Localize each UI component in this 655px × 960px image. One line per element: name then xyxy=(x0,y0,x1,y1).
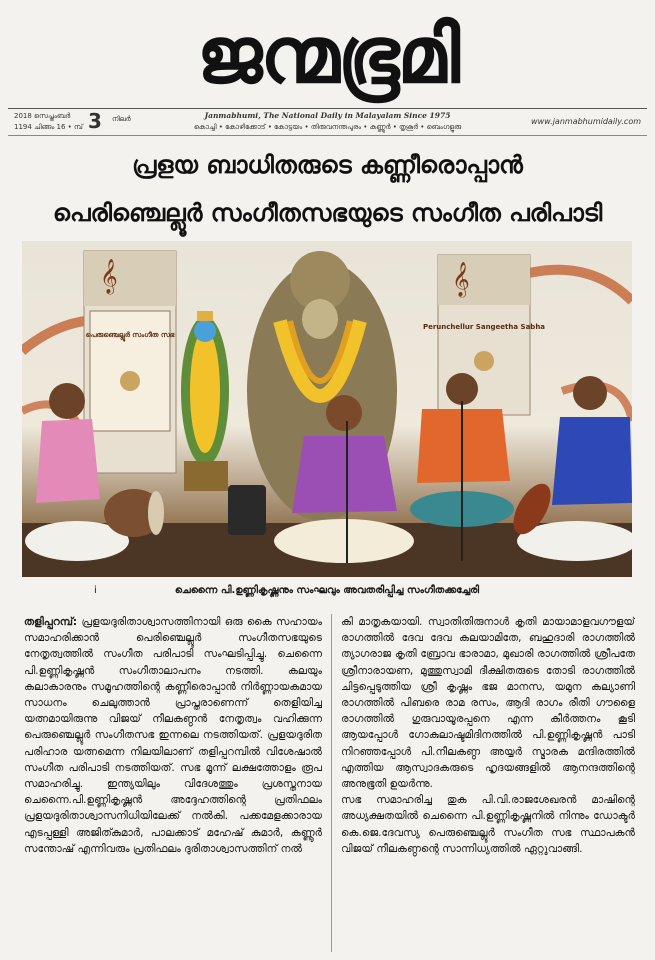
masthead xyxy=(0,0,655,112)
article-paragraph xyxy=(24,614,322,857)
krishna-idol xyxy=(181,311,229,491)
concert-photo xyxy=(22,241,632,577)
column-divider xyxy=(331,614,332,952)
concert-scene-illustration xyxy=(22,241,632,577)
newspaper-title: ജന്മഭൂമി xyxy=(196,11,459,101)
banner-label-left: പെരുഞ്ചെല്ലൂർ സംഗീത സഭ xyxy=(85,331,175,339)
article-body-col2-p2: സഭ സമാഹരിച്ച തുക പി.വി.രാജശേഖരൻ മാഷിന്റെ അധ്യക്ഷതയിൽ ചെന്നൈ പി.ഉണ്ണികൃഷ്ണനിൽ നിന്നും ഡോക്ടർ കെ.ജെ.ദേവസ്യ പെരുഞ്ചെല്ലൂർ സംഗീത സഭ സ്ഥാപകൻ വിജയ് നീലകണ്ഠന്റെ സാന്നിധ്യത്തിൽ ഏറ്റുവാങ്ങി. xyxy=(341,794,635,855)
dateline-bar xyxy=(8,108,647,136)
page-number: 3 xyxy=(88,109,102,133)
svg-text:𝄞: 𝄞 xyxy=(452,262,470,297)
article-dateline: തളിപ്പറമ്പ്: xyxy=(24,616,78,628)
photo-caption xyxy=(22,582,632,600)
headline-line-2: പെരിഞ്ചെല്ലൂർ സംഗീതസഭയുടെ സംഗീത പരിപാടി xyxy=(52,199,603,227)
page-label: നിലർ xyxy=(112,115,131,123)
svg-text:𝄞: 𝄞 xyxy=(100,259,118,294)
caption-text: ചെന്നൈ പി.ഉണ്ണികൃഷ്ണനും സംഘവും അവതരിപ്പിച്ച സംഗീതക്കച്ചേരി xyxy=(174,585,480,596)
editions-list: കൊച്ചി • കോഴിക്കോട് • കോട്ടയം • തിരുവനന്തപുരം • കണ്ണൂർ • തൃശൂർ • ബെംഗളൂരു xyxy=(193,123,462,131)
equipment-bag xyxy=(228,485,266,535)
article-body-col2-p1: കി മാതൃകയായി. സ്വാതിതിരുനാൾ കൃതി മായാമാളവഗൗളയ് രാഗത്തിൽ ദേവ ദേവ കലയാമിതേ, ബഹുദാരി രാഗത്തിൽ ത്യാഗരാജ കൃതി ബ്രോവ ഭാരാമാ, മുഖാരി രാഗത്തിൽ ശ്രീപതേ ശ്രീനാരായണ, മുത്തുസ്വാമി ദീക്ഷിതരുടെ തോടി രാഗത്തിൽ ചിട്ടപ്പെടുത്തിയ ശ്രീ കൃഷ്ണം ഭജ മാനസ, യമുന കല്യാണി രാഗത്തിൽ പിബരെ രാമ രസം, ആദി രാഗം രീതി ഗൗളൈ രാഗത്തിൽ ഗുരുവായൂരപ്പനെ എന്ന കീർത്തനം കൂടി ആയപ്പോൾ ഗോകുലാഷ്ടമിദിനത്തിൽ പി.ഉണ്ണികൃഷ്ണൻ പാടി നിറഞ്ഞപ്പോൾ പി.നീലകണ്ഠ അയ്യർ സ്മാരക മന്ദിരത്തിൽ എത്തിയ ആസ്വാദകരുടെ ഹൃദയങ്ങളിൽ ആനന്ദത്തിന്റെ അനുഭൂതി ഉയർന്നു. xyxy=(341,616,635,791)
left-banner xyxy=(84,251,176,473)
headline-line-1: പ്രളയ ബാധിതരുടെ കണ്ണീരൊപ്പാൻ xyxy=(132,151,523,179)
article-body-col1: പ്രളയദുരിതാശ്വാസത്തിനായി ഒരു കൈ സഹായം സമാഹരിക്കാൻ പെരിഞ്ചെല്ലൂർ സംഗീതസഭയുടെ നേതൃത്വത്തിൽ സംഗീത പരിപാടി സംഘടിപ്പിച്ചു. ചെന്നൈ പി.ഉണ്ണികൃഷ്ണൻ സംഗീതാലാപനം നടത്തി. കലയും കലാകാരനും സമൂഹത്തിന്റെ കണ്ണീരൊപ്പാൻ നിർണ്ണായകമായ സാധനം ചെലുത്താൻ പ്രാപ്തരാണെന്ന് തെളിയിച്ച യത്നമായിരുന്നു വിജയ് നീലകണ്ഠൻ നേതൃത്വം വഹിക്കുന്ന പെരുഞ്ചെല്ലൂർ സംഗീതസഭ ഇന്നലെ നടത്തിയത്. പ്രളയദുരിത പരിഹാര യത്നമെന്ന നിലയിലാണ് തളിപ്പറമ്പിൽ വിശേഷാൽ സംഗീത പരിപാടി നടത്തിയത്. സഭ മൂന്ന് ലക്ഷത്തോളം രൂപ സമാഹരിച്ചു. ഇന്ത്യയിലും വിദേശത്തും പ്രശസ്തനായ ചെന്നൈ.പി.ഉണ്ണികൃഷ്ണൻ അദ്ദേഹത്തിന്റെ പ്രതിഫലം പ്രളയദുരിതാശ്വാസനിധിയിലേക്ക് നൽകി. പക്കമേളക്കാരായ എടപ്പള്ളി അജിത്കുമാർ, പാലക്കാട് മഹേഷ് കുമാർ, കണ്ണൂർ സന്തോഷ് എന്നിവരും പ്രതിഫലം ദുരിതാശ്വാസത്തിന് നൽ xyxy=(24,616,322,855)
article-column-2 xyxy=(341,614,635,954)
tagline: Janmabhumi, The National Daily in Malayalam Since 1975 xyxy=(204,111,451,120)
article-column-1 xyxy=(24,614,322,954)
malayalam-date: 1194 ചിങ്ങം 16 • മ്പ് xyxy=(14,123,83,131)
website-link[interactable]: www.janmabhumidaily.com xyxy=(531,117,641,126)
banner-label-right: Perunchellur Sangeetha Sabha xyxy=(422,323,546,331)
issue-date: 2018 സെപ്തംബർ xyxy=(14,112,71,120)
right-banner xyxy=(423,255,545,415)
caption-marker: i xyxy=(94,585,97,596)
